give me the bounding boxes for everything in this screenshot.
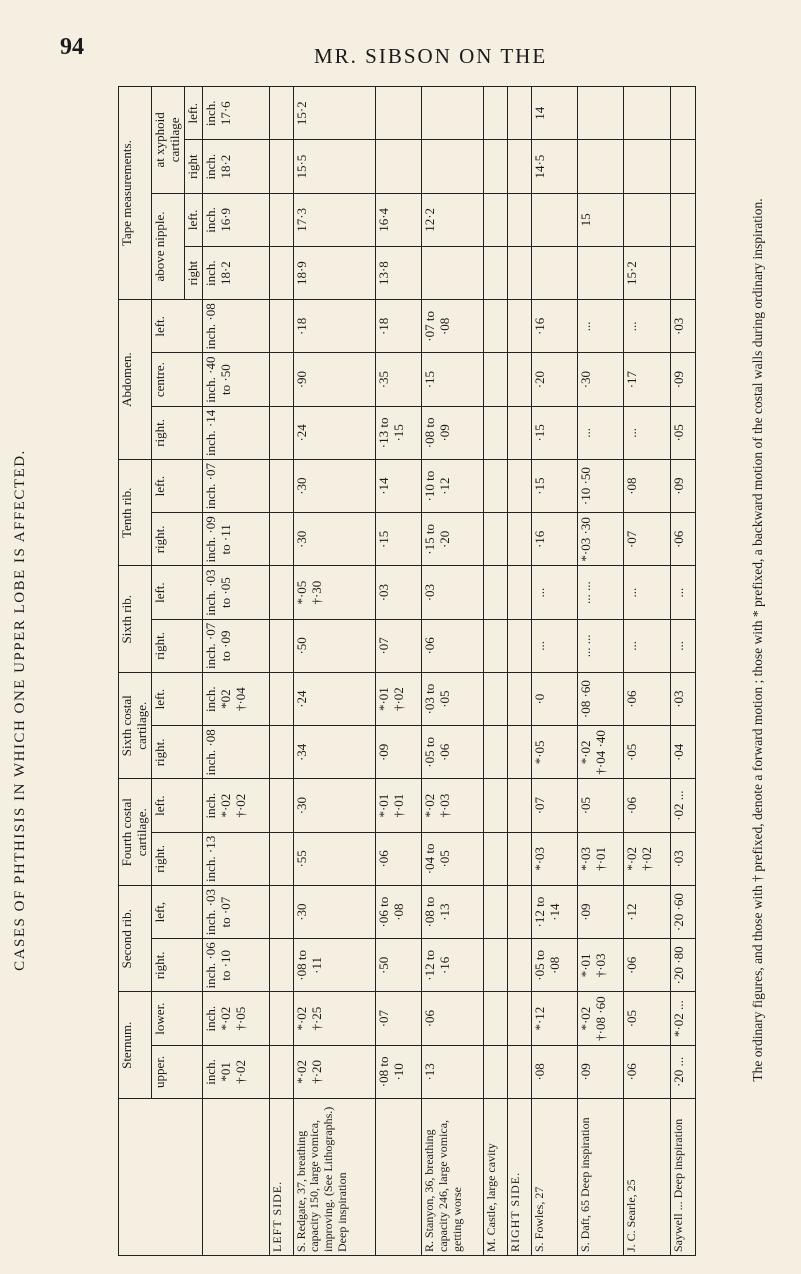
value-cell: *·03 ·30 [578, 513, 624, 566]
value-cell: ·09 [578, 1045, 624, 1098]
value-cell: ·03 to ·05 [421, 673, 484, 726]
value-cell [484, 619, 508, 672]
table-row [578, 87, 624, 1256]
spacer-cell [508, 619, 532, 672]
value-cell: 14 [531, 87, 577, 141]
value-cell: ·13 [421, 1045, 484, 1098]
running-head: MR. SIBSON ON THE [314, 44, 548, 68]
value-cell: ·10 to ·12 [421, 460, 484, 513]
col-header: right [184, 140, 202, 193]
value-cell: ·05 [670, 406, 695, 459]
group-header-row [119, 87, 152, 1256]
value-cell [484, 566, 508, 619]
value-cell: ·06 [624, 673, 670, 726]
value-cell: ·06 [624, 779, 670, 832]
value-cell [624, 193, 670, 246]
unit-cell: inch. ·06 to ·10 [202, 939, 269, 992]
spacer-cell [508, 193, 532, 246]
value-cell: ... [531, 619, 577, 672]
value-cell: *·02 †·02 [624, 832, 670, 885]
spacer-cell [270, 886, 294, 939]
right-side-header-row [508, 87, 532, 1256]
value-cell: 16·4 [375, 193, 421, 246]
value-cell: ·09 [578, 886, 624, 939]
value-cell: ·08 [531, 1045, 577, 1098]
spacer-cell [270, 193, 294, 246]
case-cell: S. Redgate, 37, breathing capacity 150, large vomica, improving. (See Lithographs.) Deep inspiration [293, 1099, 375, 1256]
data-table-rotated [118, 86, 696, 1256]
page-number: 94 [60, 34, 84, 60]
value-cell: ·30 [293, 779, 375, 832]
table-row [421, 87, 484, 1256]
value-cell: ·50 [375, 939, 421, 992]
col-header: left. [184, 87, 202, 141]
value-cell: ·06 [375, 832, 421, 885]
unit-cell: inch. 18·2 [202, 247, 269, 300]
value-cell: ·24 [293, 406, 375, 459]
value-cell: ... [670, 566, 695, 619]
value-cell: ·05 to ·08 [531, 939, 577, 992]
spacer-cell [508, 886, 532, 939]
table-body [202, 87, 695, 1256]
subgroup-header-row [151, 87, 184, 1256]
value-cell: ... [624, 619, 670, 672]
spacer-cell [508, 992, 532, 1045]
value-cell: ·07 [375, 992, 421, 1045]
value-cell: ·13 to ·15 [375, 406, 421, 459]
value-cell: *·02 †·03 [421, 779, 484, 832]
left-side-label: LEFT SIDE. [270, 1099, 294, 1256]
value-cell: ·15 [531, 406, 577, 459]
group-abdomen: Abdomen. [119, 300, 152, 460]
value-cell [484, 513, 508, 566]
value-cell: ... [578, 300, 624, 353]
unit-cell: inch. ·03 to ·05 [202, 566, 269, 619]
value-cell [484, 247, 508, 300]
value-cell: ·03 [670, 832, 695, 885]
measurement-table [118, 86, 696, 1256]
table-row [531, 87, 577, 1256]
spacer-cell [508, 300, 532, 353]
value-cell: *·03 †·01 [578, 832, 624, 885]
value-cell [484, 673, 508, 726]
col-header: left. [151, 779, 202, 832]
value-cell [484, 1045, 508, 1098]
value-cell: ·15 [375, 513, 421, 566]
value-cell: ·90 [293, 353, 375, 406]
value-cell: ·15 [531, 460, 577, 513]
value-cell: ·30 [578, 353, 624, 406]
unit-cell: inch. ·08 [202, 726, 269, 779]
value-cell: ·03 [670, 300, 695, 353]
col-header: left. [151, 566, 202, 619]
case-cell: S. Fowles, 27 [531, 1099, 577, 1256]
group-sixth-costal: Sixth costal cartilage. [119, 673, 152, 780]
value-cell: ·08 to ·09 [421, 406, 484, 459]
spacer-cell [270, 619, 294, 672]
value-cell: ·05 [624, 992, 670, 1045]
value-cell [484, 460, 508, 513]
value-cell: ·12 [624, 886, 670, 939]
value-cell: ·03 [670, 673, 695, 726]
unit-cell: inch. 16·9 [202, 193, 269, 246]
value-cell: ·17 [624, 353, 670, 406]
value-cell: *·01 †·03 [578, 939, 624, 992]
col-header: left. [184, 193, 202, 246]
value-cell: ... [624, 406, 670, 459]
group-tape: Tape measurements. [119, 87, 152, 300]
value-cell: ·06 [624, 939, 670, 992]
value-cell: ·12 to ·16 [421, 939, 484, 992]
group-fourth-costal: Fourth costal cartilage. [119, 779, 152, 886]
case-cell [375, 1099, 421, 1256]
spacer-cell [508, 726, 532, 779]
value-cell: ·08 to ·13 [421, 886, 484, 939]
value-cell: *·02 †·08 ·60 [578, 992, 624, 1045]
value-cell [484, 140, 508, 193]
value-cell [421, 87, 484, 141]
table-row [375, 87, 421, 1256]
value-cell [484, 353, 508, 406]
value-cell: ·06 [421, 992, 484, 1045]
spacer-cell [508, 939, 532, 992]
spacer-cell [508, 513, 532, 566]
spacer-cell [270, 353, 294, 406]
value-cell: ·50 [293, 619, 375, 672]
value-cell [531, 193, 577, 246]
value-cell: ·16 [531, 300, 577, 353]
value-cell: ·34 [293, 726, 375, 779]
unit-cell: inch. 17·6 [202, 87, 269, 141]
group-sternum: Sternum. [119, 992, 152, 1099]
value-cell: *·12 [531, 992, 577, 1045]
unit-cell: inch. ·40 to ·50 [202, 353, 269, 406]
value-cell: ... [578, 406, 624, 459]
value-cell: ·04 to ·05 [421, 832, 484, 885]
spacer-cell [270, 140, 294, 193]
value-cell: 13·8 [375, 247, 421, 300]
col-header: centre. [151, 353, 202, 406]
spacer-cell [508, 566, 532, 619]
spacer-cell [270, 406, 294, 459]
value-cell: ·06 [670, 513, 695, 566]
value-cell: ·24 [293, 673, 375, 726]
value-cell: ·05 [624, 726, 670, 779]
table-row [484, 87, 508, 1256]
units-case-cell [202, 1099, 269, 1256]
spacer-cell [270, 939, 294, 992]
value-cell [670, 193, 695, 246]
right-side-label: RIGHT SIDE. [508, 1099, 532, 1256]
group-sixth-rib: Sixth rib. [119, 566, 152, 673]
value-cell [484, 726, 508, 779]
col-header: right. [151, 619, 202, 672]
value-cell: ... [670, 619, 695, 672]
col-header: left, [151, 886, 202, 939]
col-header: right. [151, 832, 202, 885]
value-cell: ... ... [578, 619, 624, 672]
col-header: left. [151, 300, 202, 353]
value-cell: ... ... [578, 566, 624, 619]
col-header: right. [151, 406, 202, 459]
value-cell: ·04 [670, 726, 695, 779]
value-cell [375, 87, 421, 141]
value-cell: ·35 [375, 353, 421, 406]
spacer-cell [508, 673, 532, 726]
group-second-rib: Second rib. [119, 886, 152, 993]
col-header: right [184, 247, 202, 300]
value-cell: ·07 [624, 513, 670, 566]
unit-cell: inch. ·03 to ·07 [202, 886, 269, 939]
table-row [293, 87, 375, 1256]
value-cell: ·20 ... [670, 1045, 695, 1098]
value-cell [484, 992, 508, 1045]
table-row [670, 87, 695, 1256]
value-cell [624, 140, 670, 193]
spacer-cell [270, 992, 294, 1045]
value-cell: ·03 [375, 566, 421, 619]
unit-cell: inch. ·13 [202, 832, 269, 885]
case-cell: M. Castle, large cavity [484, 1099, 508, 1256]
value-cell: 17·3 [293, 193, 375, 246]
spacer-cell [270, 726, 294, 779]
unit-cell: inch. ·07 to ·09 [202, 619, 269, 672]
value-cell: ... [531, 566, 577, 619]
value-cell [578, 87, 624, 141]
value-cell [578, 140, 624, 193]
unit-cell: inch. ·14 [202, 406, 269, 459]
value-cell: ·55 [293, 832, 375, 885]
value-cell: ·0 [531, 673, 577, 726]
value-cell: ·18 [293, 300, 375, 353]
spacer-cell [270, 460, 294, 513]
value-cell: ·07 [375, 619, 421, 672]
tape-above-nipple: above nipple. [151, 193, 184, 300]
value-cell [484, 886, 508, 939]
value-cell [531, 247, 577, 300]
unit-cell: inch. ·08 [202, 300, 269, 353]
value-cell: 12·2 [421, 193, 484, 246]
value-cell [484, 87, 508, 141]
spacer-cell [270, 1045, 294, 1098]
spacer-cell [270, 779, 294, 832]
value-cell: 15·2 [293, 87, 375, 141]
value-cell [578, 247, 624, 300]
value-cell: ·08 [624, 460, 670, 513]
value-cell [484, 406, 508, 459]
value-cell: *·02 ... [670, 992, 695, 1045]
value-cell: ·07 to ·08 [421, 300, 484, 353]
value-cell: *·01 †·02 [375, 673, 421, 726]
spacer-cell [270, 300, 294, 353]
value-cell: ·20 [531, 353, 577, 406]
value-cell [670, 140, 695, 193]
value-cell: ·09 [670, 353, 695, 406]
case-cell: R. Stanyon, 36, breathing capacity 246, large vomica, getting worse [421, 1099, 484, 1256]
case-cell: S. Daft, 65 Deep inspiration [578, 1099, 624, 1256]
value-cell [670, 87, 695, 141]
unit-cell: inch. *·02 †·05 [202, 992, 269, 1045]
value-cell: 15·2 [624, 247, 670, 300]
value-cell: ·20 ·80 [670, 939, 695, 992]
spacer-cell [508, 140, 532, 193]
value-cell [484, 779, 508, 832]
col-header: right. [151, 513, 202, 566]
col-header: lower. [151, 992, 202, 1045]
unit-cell: inch. 18·2 [202, 140, 269, 193]
value-cell: ·08 to ·10 [375, 1045, 421, 1098]
value-cell: ·07 [531, 779, 577, 832]
value-cell: ·18 [375, 300, 421, 353]
value-cell: *·02 †·25 [293, 992, 375, 1045]
table-row [624, 87, 670, 1256]
unit-cell: inch. ·07 [202, 460, 269, 513]
spacer-cell [508, 247, 532, 300]
value-cell: ·06 [421, 619, 484, 672]
value-cell: ·02 ... [670, 779, 695, 832]
value-cell [375, 140, 421, 193]
value-cell [624, 87, 670, 141]
value-cell: ·15 to ·20 [421, 513, 484, 566]
col-header: left. [151, 673, 202, 726]
value-cell: ·05 [578, 779, 624, 832]
value-cell: ... [624, 566, 670, 619]
value-cell: 18·9 [293, 247, 375, 300]
col-header: upper. [151, 1045, 202, 1098]
spacer-cell [270, 87, 294, 141]
spacer-cell [270, 673, 294, 726]
value-cell: ·05 to ·06 [421, 726, 484, 779]
value-cell: *·02 †·20 [293, 1045, 375, 1098]
spacer-cell [508, 779, 532, 832]
col-header: left. [151, 460, 202, 513]
group-tenth-rib: Tenth rib. [119, 460, 152, 567]
value-cell: ·08 ·60 [578, 673, 624, 726]
value-cell: *·02 †·04 ·40 [578, 726, 624, 779]
value-cell: ·20 ·60 [670, 886, 695, 939]
spacer-cell [508, 353, 532, 406]
value-cell: ·09 [670, 460, 695, 513]
value-cell: ·16 [531, 513, 577, 566]
value-cell [670, 247, 695, 300]
spacer-cell [270, 832, 294, 885]
spacer-cell [270, 513, 294, 566]
value-cell: ·30 [293, 460, 375, 513]
case-cell: J. C. Searle, 25 [624, 1099, 670, 1256]
case-cell: Saywell ... Deep inspiration [670, 1099, 695, 1256]
value-cell: *·03 [531, 832, 577, 885]
value-cell: ·08 to ·11 [293, 939, 375, 992]
spacer-cell [270, 247, 294, 300]
value-cell: ·30 [293, 513, 375, 566]
spacer-cell [508, 460, 532, 513]
value-cell: *·05 [531, 726, 577, 779]
left-side-header-row [270, 87, 294, 1256]
value-cell: ·09 [375, 726, 421, 779]
spacer-cell [508, 832, 532, 885]
value-cell: ·06 to ·08 [375, 886, 421, 939]
unit-cell: inch. ·09 to ·11 [202, 513, 269, 566]
value-cell: ·14 [375, 460, 421, 513]
unit-cell: inch. *01 †·02 [202, 1045, 269, 1098]
value-cell: *·05 †·30 [293, 566, 375, 619]
unit-cell: inch. *02 †·04 [202, 673, 269, 726]
col-header: right. [151, 939, 202, 992]
value-cell: ·03 [421, 566, 484, 619]
value-cell: ·12 to ·14 [531, 886, 577, 939]
value-cell: *·01 †·01 [375, 779, 421, 832]
footnote: The ordinary figures, and those with † prefixed, denote a forward motion ; those with * prefixed, a backward motion of the costal walls during ordinary inspiration. [750, 198, 765, 1082]
unit-cell: inch. *·02 †·02 [202, 779, 269, 832]
value-cell [421, 140, 484, 193]
units-row [202, 87, 269, 1256]
value-cell: ·10 ·50 [578, 460, 624, 513]
value-cell: 14·5 [531, 140, 577, 193]
value-cell: 15 [578, 193, 624, 246]
side-title: CASES OF PHTHISIS IN WHICH ONE UPPER LOBE IS AFFECTED. [12, 449, 28, 971]
col-header: right. [151, 726, 202, 779]
case-header-cell [119, 1099, 203, 1256]
tape-xyphoid: at xyphoid cartilage [151, 87, 184, 194]
value-cell [484, 939, 508, 992]
value-cell [484, 300, 508, 353]
spacer-cell [508, 406, 532, 459]
value-cell: ·30 [293, 886, 375, 939]
spacer-cell [508, 1045, 532, 1098]
spacer-cell [508, 87, 532, 141]
value-cell: ... [624, 300, 670, 353]
value-cell [484, 832, 508, 885]
value-cell [484, 193, 508, 246]
spacer-cell [270, 566, 294, 619]
value-cell: ·06 [624, 1045, 670, 1098]
value-cell: ·15 [421, 353, 484, 406]
value-cell: 15·5 [293, 140, 375, 193]
value-cell [421, 247, 484, 300]
